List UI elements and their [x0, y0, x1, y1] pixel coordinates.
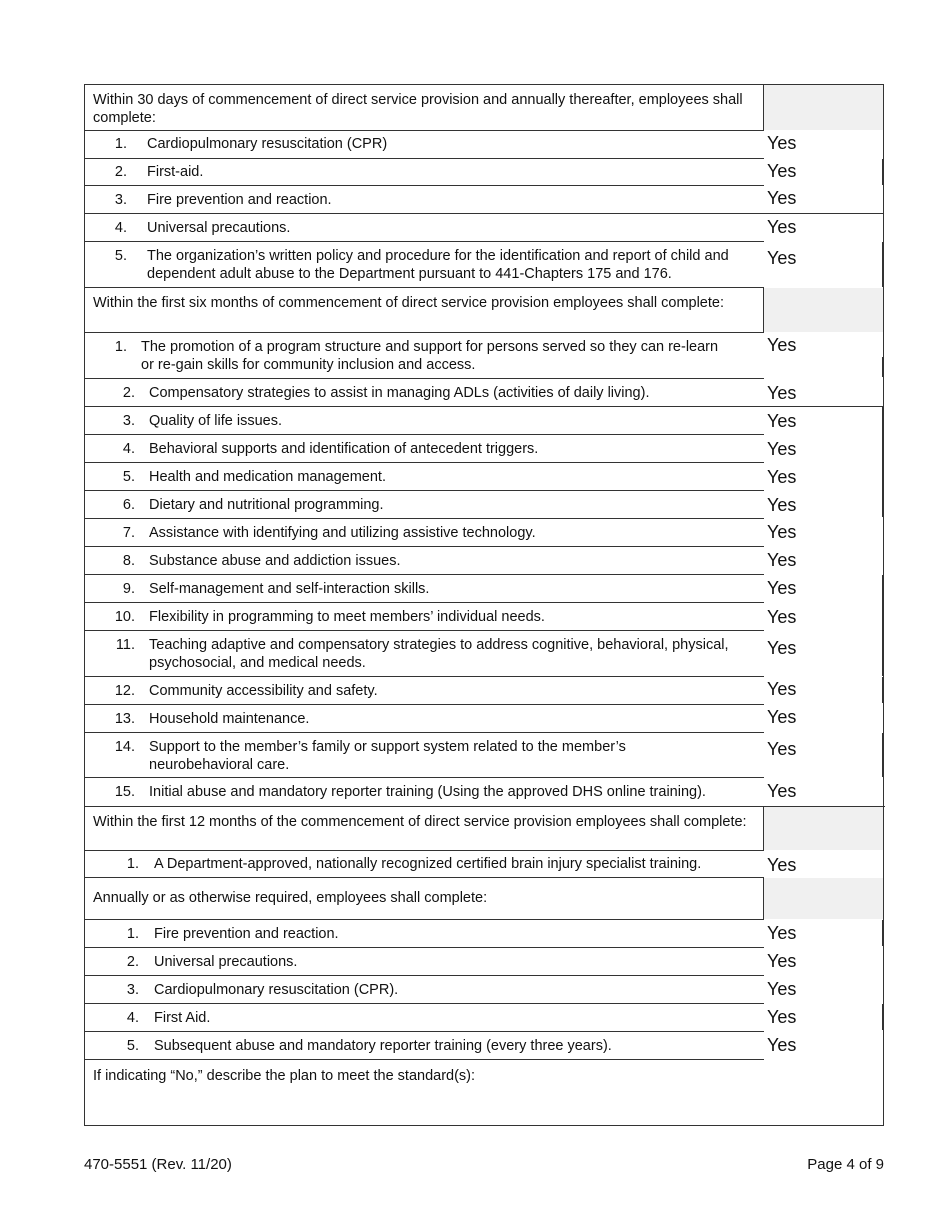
- answer-cell-empty: [764, 807, 883, 850]
- section-header: Within the first six months of commencement of direct service provision employees shall complete:: [85, 288, 764, 332]
- answer-value: Yes: [767, 578, 797, 598]
- answer-value: Yes: [767, 411, 797, 431]
- plan-prompt: If indicating “No,” describe the plan to meet the standard(s):: [93, 1068, 476, 1084]
- answer-value: Yes: [767, 467, 797, 487]
- answer-value: Yes: [767, 679, 797, 699]
- answer-value: Yes: [767, 335, 797, 355]
- answer-value: Yes: [767, 1035, 797, 1055]
- answer-value: Yes: [767, 951, 797, 971]
- answer-value: Yes: [767, 522, 797, 542]
- answer-value: Yes: [767, 638, 797, 658]
- page-number: Page 4 of 9: [807, 1156, 884, 1173]
- answer-cell-empty: [764, 878, 883, 919]
- answer-value: Yes: [767, 133, 797, 153]
- answer-cell-empty: [764, 288, 883, 332]
- answer-value: Yes: [767, 188, 797, 208]
- training-requirements-form: Within 30 days of commencement of direct service provision and annually thereafter, employees shall complete: 1. Cardiopulmonary resuscitation (CPR) Yes 2. First-aid. Yes 3. Fire prevention and reaction. Yes 4. Universal precautions. Yes 5. The organization’s written policy and procedure for the identification and report of child and dependent adult abuse to the Department pursuant to 441-Chapters 175 and 176. Yes Within the first six months of commencement of direct service provision employees shall complete: 1. The promotion of a program structure and support for persons served so they can re-learn or re-gain skills for community inclusion and access. Yes 2. Compensatory strategies to assist in managing ADLs (activities of daily living). Yes 3. Quality of life issues. Yes 4. Behavioral supports and identification of antecedent triggers. Yes 5. Health and medication management. Yes 6. Dietary and nutritional programming. Yes 7. Assistance with identifying and utilizing assistive technology. Yes 8. Substance abuse and addiction issues. Yes 9. Self-management and self-interaction skills. Yes 10. Flexibility in programming to meet members’ individual needs. Yes 11. Teaching adaptive and compensatory strategies to address cognitive, behavioral, physical, psychosocial, and medical needs. Yes 12. Community accessibility and safety. Yes 13. Household maintenance. Yes 14. Support to the member’s family or support system related to the member’s neurobehavioral care. Yes 15. Initial abuse and mandatory reporter training (Using the approved DHS online training). Yes Within the first 12 months of the commencement of direct service provision employees shall complete: 1. A Department-approved, nationally recognized certified brain injury specialist training. Yes Annually or as otherwise required, employees shall complete: 1. Fire prevention and reaction. Yes 2. Universal precautions. Yes 3. Cardiopulmonary resuscitation (CPR). Yes 4. First Aid. Yes 5. Subsequent abuse and mandatory reporter training (every three years). Yes If indicating “No,” describe the plan to meet the standard(s):: [84, 84, 884, 1126]
- answer-value: Yes: [767, 1007, 797, 1027]
- section-header: Annually or as otherwise required, employees shall complete:: [85, 878, 764, 919]
- answer-value: Yes: [767, 439, 797, 459]
- answer-value: Yes: [767, 607, 797, 627]
- answer-value: Yes: [767, 550, 797, 570]
- answer-cell-empty: [764, 85, 883, 130]
- section-header: Within the first 12 months of the commencement of direct service provision employees shall complete:: [85, 807, 764, 850]
- form-number: 470-5551 (Rev. 11/20): [84, 1156, 232, 1173]
- answer-value: Yes: [767, 383, 797, 403]
- answer-value: Yes: [767, 707, 797, 727]
- answer-value: Yes: [767, 248, 797, 268]
- answer-value: Yes: [767, 923, 797, 943]
- answer-value: Yes: [767, 739, 797, 759]
- answer-value: Yes: [767, 781, 797, 801]
- answer-value: Yes: [767, 979, 797, 999]
- answer-value: Yes: [767, 161, 797, 181]
- plan-input-area[interactable]: [85, 1085, 883, 1125]
- answer-value: Yes: [767, 217, 797, 237]
- answer-value: Yes: [767, 855, 797, 875]
- answer-value: Yes: [767, 495, 797, 515]
- section-header: Within 30 days of commencement of direct service provision and annually thereafter, employees shall complete:: [85, 85, 764, 130]
